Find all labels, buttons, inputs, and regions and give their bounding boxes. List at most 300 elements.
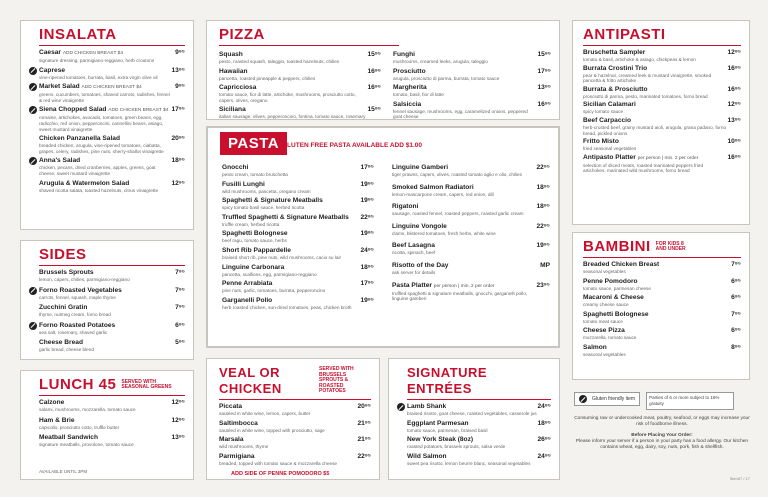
menu-item-name-row — [583, 117, 741, 125]
menu-item-price: 26⁹⁵ — [537, 436, 551, 444]
pasta-right-column — [392, 164, 550, 308]
menu-item — [39, 49, 185, 64]
menu-item — [583, 101, 741, 115]
menu-item-description: garlic bread, cheese blend — [39, 347, 94, 353]
menu-item-name: Penne Arrabiata — [222, 280, 273, 288]
menu-item — [222, 197, 374, 211]
menu-item-price: 6⁹⁵ — [731, 327, 741, 335]
menu-item-description: truffled spaghetti & signature meatballs, gnocchi, garganelli pollo, linguine gamberi — [392, 290, 528, 302]
menu-item — [392, 164, 550, 178]
menu-item-name-row — [39, 49, 185, 58]
sides-list — [39, 269, 185, 353]
insalata-title: INSALATA — [39, 26, 117, 43]
menu-item-description: tomato & basil, artichoke & asiago, chickpeas & lemon — [583, 57, 696, 62]
menu-item — [219, 106, 381, 120]
menu-item-name: Piccata — [219, 403, 243, 410]
menu-item-name: Ham & Brie — [39, 416, 75, 424]
menu-item-name: Cheese Pizza — [583, 327, 625, 335]
menu-item-price: 18⁹⁵ — [536, 203, 550, 211]
menu-item-name-row — [407, 453, 551, 461]
divider — [407, 399, 551, 400]
menu-item-description: wild mushrooms, thyme — [219, 444, 269, 450]
veal-chicken-panel — [206, 358, 380, 480]
menu-item-description: prosciutto di parma, pesto, marinated tomatoes, forno bread — [583, 93, 708, 99]
menu-item-description: pesto cream, tomato bruschetta — [222, 172, 288, 177]
menu-item-description: pancetta, roasted pineapple & peppers, chilies — [219, 75, 316, 81]
menu-item-description: roasted potatoes, brussels sprouts, salsa verde — [407, 444, 506, 450]
menu-item-name-row — [392, 164, 550, 172]
pizza-title: PIZZA — [219, 26, 265, 43]
menu-item-name: Meatball Sandwich — [39, 434, 98, 442]
divider — [39, 45, 185, 46]
veal-title: VEAL OR CHICKEN — [219, 365, 282, 396]
menu-item-price: 22⁹⁵ — [357, 452, 371, 460]
menu-item-price: 9⁹⁵ — [175, 49, 185, 56]
menu-item-description: herb roasted chicken, sun-dried tomatoes, peas, chicken broth — [222, 304, 352, 310]
menu-item-name-row — [393, 101, 551, 109]
antipasti-panel — [572, 20, 750, 225]
menu-item-price: 24⁹⁵ — [537, 452, 551, 460]
menu-item — [393, 51, 551, 65]
menu-item-name-row — [583, 261, 741, 269]
menu-item-description: breaded chicken, arugula, vine-ripened tomatoes, ciabatta, grapes, celery, radishes, pine nuts, sherry-shallot vinaigrette — [39, 143, 164, 154]
menu-item-name: Caesar — [39, 49, 61, 56]
menu-item-name: Smoked Salmon Radiatori — [392, 183, 474, 191]
menu-item-description: tomato, basil, fior di latte — [393, 92, 444, 98]
divider — [39, 395, 185, 396]
menu-item-name-row — [39, 67, 185, 75]
menu-item-name-row — [222, 164, 374, 172]
menu-item — [222, 264, 374, 278]
menu-item — [407, 403, 551, 417]
menu-item-name-row — [407, 403, 551, 411]
menu-item-name-row — [39, 269, 185, 277]
menu-item — [39, 67, 185, 81]
menu-item-name: Siena Chopped Salad — [39, 106, 107, 114]
menu-item-description: capicollo, prosciutto cotto, truffle butter — [39, 424, 120, 430]
gluten-friendly-icon — [29, 106, 37, 114]
menu-item-name-row — [219, 106, 381, 114]
veal-list — [219, 403, 371, 466]
menu-item-name: Gnocchi — [222, 164, 249, 171]
menu-item-name: Salsiccia — [393, 100, 422, 108]
insalata-list — [39, 49, 185, 193]
menu-item-name-row — [392, 282, 550, 291]
gluten-friendly-icon — [29, 67, 37, 75]
menu-item-name-row — [393, 68, 551, 76]
lunch-subtitle: SERVED WITH SEASONAL GREENS — [121, 378, 172, 390]
menu-item-price: 13⁹⁵ — [727, 116, 741, 124]
menu-item-price: 6⁹⁵ — [731, 294, 741, 302]
menu-item — [407, 420, 551, 434]
menu-item-price: 21⁹⁵ — [357, 419, 371, 427]
menu-item-name-row — [39, 83, 185, 92]
menu-item-name: Bruschetta Sampler — [583, 49, 646, 56]
menu-item-price: 16⁹⁵ — [727, 64, 741, 72]
menu-item-name-row — [393, 51, 551, 59]
menu-item-description: spicy tomato sauce — [583, 109, 624, 115]
menu-item-price: 9⁹⁵ — [175, 83, 185, 91]
menu-item-name-row — [583, 65, 741, 73]
gluten-friendly-icon — [29, 322, 37, 330]
menu-item-description: selection of sliced meats, roasted marinated peppers fried artichokes, marinated wild mushrooms, forno bread — [583, 162, 704, 174]
menu-item-description: arugula, prosciutto di parma, burrata, tomato sauce — [393, 75, 500, 81]
menu-item-name-row — [39, 180, 185, 188]
menu-item-name-row — [39, 287, 185, 295]
menu-item-name: Macaroni & Cheese — [583, 294, 644, 302]
menu-item-name-row — [39, 434, 185, 442]
menu-item-price: 13⁹⁵ — [171, 434, 185, 442]
menu-item-description: beef ragu, tomato sauce, herbs — [222, 238, 287, 244]
menu-item-description: vine-ripened tomatoes, burrata, basil, extra virgin olive oil — [39, 74, 158, 80]
menu-item-name-row — [39, 417, 185, 425]
menu-item-name-row — [219, 84, 381, 92]
menu-item-note: per person | min. 2 per order — [433, 283, 495, 289]
sides-title: SIDES — [39, 246, 87, 263]
menu-item-name: Burrata Crostini Trio — [583, 64, 648, 72]
foodborne-warning: Consuming raw or undercooked meat, poultry, seafood, or eggs may increase your risk of foodborne illness. — [574, 416, 750, 427]
menu-item-name-row — [39, 399, 185, 407]
gluten-friendly-icon — [579, 395, 587, 403]
allergy-title: Before Placing Your Order: — [631, 433, 693, 438]
menu-item — [222, 247, 374, 261]
menu-item-description: lemon-mascarpone cream, capers, red onion, dill — [392, 191, 494, 197]
menu-item-price: 16⁹⁵ — [367, 67, 381, 75]
menu-item-price: 7⁹⁵ — [175, 286, 185, 294]
menu-item-price: 12⁹⁵ — [171, 416, 185, 424]
menu-item-description: italian sausage, olives, pepperoncino, fontina, tomato sauce, rosemary — [219, 114, 366, 120]
menu-item-name: Fusilli Lunghi — [222, 180, 265, 188]
menu-item-description: tomato sauce, parmesan, braised basil — [407, 427, 488, 433]
menu-item-description: carrots, fennel, squash, maple thyme — [39, 294, 116, 300]
menu-item — [222, 164, 374, 178]
gluten-friendly-icon — [29, 83, 37, 91]
menu-item — [39, 106, 185, 132]
menu-item — [583, 65, 741, 84]
menu-item-price: 16⁹⁵ — [727, 85, 741, 93]
divider — [219, 399, 371, 400]
menu-item-name-row — [392, 262, 550, 270]
menu-item-name: Saltimbocca — [219, 419, 258, 427]
menu-item-price: 12⁹⁵ — [171, 399, 185, 406]
menu-item — [39, 83, 185, 103]
legend-area — [574, 392, 750, 482]
menu-item — [222, 230, 374, 244]
menu-item-name: Beef Lasagna — [392, 242, 435, 250]
menu-item — [393, 84, 551, 98]
menu-item-price: 21⁹⁵ — [357, 436, 371, 444]
menu-item-name: Prosciutto — [393, 67, 426, 75]
menu-item-price: 19⁹⁵ — [360, 180, 374, 188]
menu-item-price: 18⁹⁵ — [360, 263, 374, 271]
menu-item — [222, 297, 374, 311]
menu-item-price: 22⁹⁵ — [360, 213, 374, 221]
menu-item-name: Zucchini Gratin — [39, 304, 88, 312]
menu-item-name-row — [222, 247, 374, 255]
menu-item — [583, 154, 741, 174]
menu-item-description: seasonal vegetables — [583, 269, 626, 274]
lunch-panel — [20, 370, 194, 480]
menu-item-note: ADD CHICKEN BREAST $4 — [81, 85, 142, 91]
menu-item-name-row — [39, 135, 185, 143]
menu-item-name-row — [222, 264, 374, 272]
menu-item — [39, 287, 185, 301]
menu-item-name-row — [222, 214, 374, 222]
menu-item — [39, 135, 185, 154]
menu-item-price: 6⁹⁵ — [175, 321, 185, 329]
gluten-free-note: GLUTEN FREE PASTA AVAILABLE ADD $1.00 — [282, 142, 423, 149]
lunch-list — [39, 399, 185, 448]
menu-item-description: mushrooms, creamed leeks, arugula, taleggio — [393, 59, 488, 64]
menu-item-name: Anna's Salad — [39, 157, 81, 165]
menu-item-price: 20⁹⁵ — [171, 135, 185, 143]
menu-item — [583, 86, 741, 100]
menu-item-name: Truffled Spaghetti & Signature Meatballs — [222, 213, 349, 221]
menu-code: Sien07 / 17 — [729, 476, 750, 481]
menu-item — [219, 84, 381, 103]
menu-item — [219, 68, 381, 82]
menu-item-name-row — [583, 86, 741, 94]
menu-item — [39, 434, 185, 448]
menu-item-name: Caprese — [39, 66, 66, 74]
menu-item-description: ask server for details — [392, 269, 436, 275]
menu-item-name: Rigatoni — [392, 203, 419, 211]
menu-item — [392, 184, 550, 198]
menu-item-description: salami, mushrooms, mozzarella, tomato sauce — [39, 407, 136, 412]
menu-item-description: romaine, artichokes, avocado, tomatoes, green beans, egg, radicchio, red onion, pepperoncini, cannellini beans, asiago, sweet mustard vinaigrette — [39, 115, 164, 132]
menu-item-name: Short Rib Pappardelle — [222, 246, 291, 254]
menu-item-name: Funghi — [393, 51, 415, 58]
divider — [583, 257, 741, 258]
menu-item-name-row — [39, 106, 185, 115]
menu-item — [392, 203, 550, 217]
menu-item-name: Garganelli Pollo — [222, 296, 273, 304]
menu-item — [39, 399, 185, 413]
menu-item-description: seasonal vegetables — [583, 351, 626, 357]
bambini-subtitle: FOR KIDS 8 AND UNDER — [655, 240, 686, 252]
menu-item-name-row — [583, 278, 741, 286]
menu-item-price: 6⁹⁵ — [731, 277, 741, 285]
menu-item-description: mozzarella, tomato sauce — [583, 335, 637, 341]
menu-item — [583, 327, 741, 341]
signature-title: SIGNATURE ENTRÉES — [407, 365, 488, 396]
menu-item-name-row — [219, 453, 371, 461]
menu-item-description: signature meatballs, provolone, tomato sauce — [39, 442, 134, 448]
menu-item-name-row — [219, 51, 381, 59]
menu-item-name: Cheese Bread — [39, 339, 83, 347]
menu-item-name-row — [222, 181, 374, 189]
menu-item-name: Spaghetti & Signature Meatballs — [222, 197, 323, 205]
menu-item-name-row — [583, 49, 741, 57]
gluten-friendly-label: Gluten friendly item — [592, 396, 636, 402]
menu-item — [39, 304, 185, 318]
menu-item-name: Brussels Sprouts — [39, 269, 94, 276]
menu-item — [39, 157, 185, 176]
menu-item-description: ricotta, spinach, beef — [392, 250, 436, 256]
menu-item — [219, 51, 381, 65]
menu-item-name: Sicilian Calamari — [583, 101, 636, 109]
menu-item-price: 19⁹⁵ — [360, 197, 374, 205]
menu-item-price: 24⁹⁵ — [537, 403, 551, 410]
menu-item-description: tomato meat sauce — [583, 318, 623, 324]
menu-item — [583, 49, 741, 63]
menu-item-name-row — [583, 311, 741, 319]
menu-item-price: 16⁹⁵ — [367, 84, 381, 92]
pizza-panel — [206, 20, 560, 120]
menu-item-name-row — [39, 339, 185, 347]
menu-item-price: 24⁹⁵ — [360, 246, 374, 254]
signature-panel — [388, 358, 560, 480]
menu-item-description: pesto, roasted squash, taleggio, toasted hazelnuts, chilies — [219, 59, 340, 64]
menu-item-name: Squash — [219, 51, 243, 58]
divider — [39, 265, 185, 266]
menu-item-description: sea salt, rosemary, shaved garlic — [39, 329, 108, 335]
menu-item-name-row — [393, 84, 551, 92]
menu-item — [219, 420, 371, 434]
menu-item-description: greens, cucumbers, tomatoes, shaved carrots, radishes, fennel & red wine vinaigrette — [39, 92, 170, 103]
menu-item-price: 15⁹⁵ — [367, 51, 381, 58]
menu-item-name-row — [392, 242, 550, 250]
menu-item-price: 7⁹⁵ — [731, 310, 741, 318]
menu-item-description: signature dressing, parmigiano-reggiano, herb croutons — [39, 58, 155, 63]
menu-item-price: 12⁹⁵ — [727, 49, 741, 56]
menu-item-name: Siciliana — [219, 106, 246, 114]
menu-item-description: tiger prawns, capers, olives, roasted tomato aglio e olio, chilies — [392, 172, 523, 177]
menu-item-name-row — [583, 344, 741, 352]
antipasti-title: ANTIPASTI — [583, 26, 666, 43]
menu-item-name: Hawaiian — [219, 67, 248, 75]
menu-item — [222, 280, 374, 294]
menu-item — [583, 138, 741, 152]
antipasti-list — [583, 49, 741, 174]
menu-item-price: 7⁹⁵ — [731, 261, 741, 268]
menu-item-price: 19⁹⁵ — [360, 230, 374, 238]
pizza-right-column — [393, 51, 551, 123]
menu-item — [407, 436, 551, 450]
menu-item-price: 23⁹⁵ — [536, 281, 550, 289]
menu-item-description: braised short rib, pine nuts, wild mushrooms, cacio su lair — [222, 254, 342, 260]
menu-item-name: Forno Roasted Vegetables — [39, 286, 122, 294]
menu-item-price: 17⁹⁵ — [171, 106, 185, 114]
menu-item-name: Pasta Platter — [392, 281, 432, 289]
penne-addon-note: ADD SIDE OF PENNE POMODORO $5 — [231, 470, 330, 477]
menu-item-name: Parmigiana — [219, 452, 255, 460]
pasta-title: PASTA — [220, 132, 287, 155]
menu-item-name: Chicken Panzanella Salad — [39, 135, 120, 143]
menu-item-name-row — [39, 304, 185, 312]
menu-item-price: 19⁹⁵ — [536, 242, 550, 250]
bambini-panel — [572, 232, 750, 380]
menu-item-price: 13⁹⁵ — [537, 84, 551, 92]
menu-item-name-row — [219, 68, 381, 76]
menu-item — [39, 339, 185, 353]
menu-item-description: tomato sauce, fior di latte, artichoke, mushrooms, prosciutto cotto, capers, olives, oregano — [219, 92, 356, 103]
menu-item-description: fennel sausage, mushrooms, egg, caramelized onions, peppered goat cheese — [393, 108, 528, 120]
menu-item-description: creamy cheese sauce — [583, 302, 629, 308]
menu-item-description: tomato sauce, parmesan cheese — [583, 285, 652, 291]
menu-item — [222, 181, 374, 195]
menu-item-name-row — [583, 294, 741, 302]
menu-item-name: Burrata & Prosciutto — [583, 85, 648, 93]
menu-item-name: Linguine Vongole — [392, 222, 447, 230]
menu-item-note: ADD CHICKEN BREAST $4 — [108, 108, 169, 114]
menu-item-price: 18⁹⁵ — [171, 157, 185, 165]
menu-item-name-row — [392, 203, 550, 211]
menu-item-name: Lamb Shank — [407, 403, 447, 410]
menu-item-name-row — [39, 157, 185, 165]
menu-item-name-row — [392, 223, 550, 231]
menu-item-price: 18⁹⁵ — [537, 419, 551, 427]
sides-panel — [20, 240, 194, 360]
menu-item-name: Market Salad — [39, 83, 80, 91]
menu-item-note: ADD CHICKEN BREAST $4 — [62, 51, 123, 56]
menu-item-name: Antipasto Platter — [583, 153, 636, 161]
menu-item — [393, 101, 551, 120]
menu-item — [392, 223, 550, 237]
menu-item-name-row — [583, 138, 741, 146]
menu-item-price: 15⁹⁵ — [367, 106, 381, 114]
menu-item — [393, 68, 551, 82]
menu-item-name-row — [407, 436, 551, 444]
menu-item-name: Calzone — [39, 399, 65, 406]
menu-item-price: 12⁹⁵ — [171, 179, 185, 187]
menu-item-description: sautéed in white wine, lemon, capers, butter — [219, 411, 311, 416]
menu-item-name: Risotto of the Day — [392, 261, 449, 269]
veal-subtitle: SERVED WITH BRUSSELS SPROUTS & ROASTED POTATOES — [319, 366, 354, 395]
menu-item-price: 7⁹⁵ — [175, 304, 185, 312]
menu-item-note: per person | min. 2 per order — [637, 155, 699, 161]
menu-item-name: Linguine Gamberi — [392, 164, 449, 171]
pizza-left-column — [219, 51, 381, 123]
menu-item-description: sweet pea risotto, lemon beurre blanc, seasonal vegetables — [407, 460, 531, 466]
menu-item-description: wild mushrooms, pancetta, oregano cream — [222, 188, 311, 194]
menu-item — [583, 311, 741, 325]
menu-item-description: sautéed in white wine, topped with prosciutto, sage — [219, 427, 325, 433]
bambini-list — [583, 261, 741, 358]
menu-item-name-row — [222, 297, 374, 305]
menu-item — [583, 278, 741, 292]
menu-item-name-row — [219, 436, 371, 444]
menu-item-price: 22⁹⁵ — [536, 164, 550, 171]
menu-item-description: shaved ricotta salata, toasted hazelnuts, citrus vinaigrette — [39, 187, 159, 193]
menu-item-name-row — [583, 327, 741, 335]
menu-item-name-row — [219, 420, 371, 428]
gluten-friendly-icon — [29, 157, 37, 165]
menu-item-price: 17⁹⁵ — [360, 280, 374, 288]
menu-item-name: Wild Salmon — [407, 452, 447, 460]
bambini-title: BAMBINI — [583, 238, 651, 255]
menu-item-name: Salmon — [583, 343, 607, 351]
menu-item — [392, 262, 550, 276]
menu-item — [39, 180, 185, 194]
menu-item-description: truffle cream, herbed ricotta — [222, 221, 280, 227]
menu-item — [39, 322, 185, 336]
menu-item — [392, 242, 550, 256]
menu-item — [407, 453, 551, 467]
menu-item-name: Spaghetti Bolognese — [583, 310, 649, 318]
menu-item-description: pine nuts, garlic, tomatoes, burrata, pepperoncino — [222, 288, 326, 294]
allergy-note: Please inform your server if a person in your party has a food allergy. Our kitchen contains wheat, egg, dairy, soy, nuts, pork, fish & shellfish. — [575, 439, 749, 450]
menu-item-description: pancetta, scallions, egg, parmigiano-reggiano — [222, 271, 317, 277]
menu-item-name-row — [407, 420, 551, 428]
menu-item — [219, 436, 371, 450]
menu-item-name: Forno Roasted Potatoes — [39, 321, 116, 329]
menu-item-name: New York Steak (8oz) — [407, 436, 474, 444]
menu-item-name-row — [219, 403, 371, 411]
menu-item-name-row — [222, 230, 374, 238]
menu-item — [39, 417, 185, 431]
gluten-friendly-icon — [29, 287, 37, 295]
